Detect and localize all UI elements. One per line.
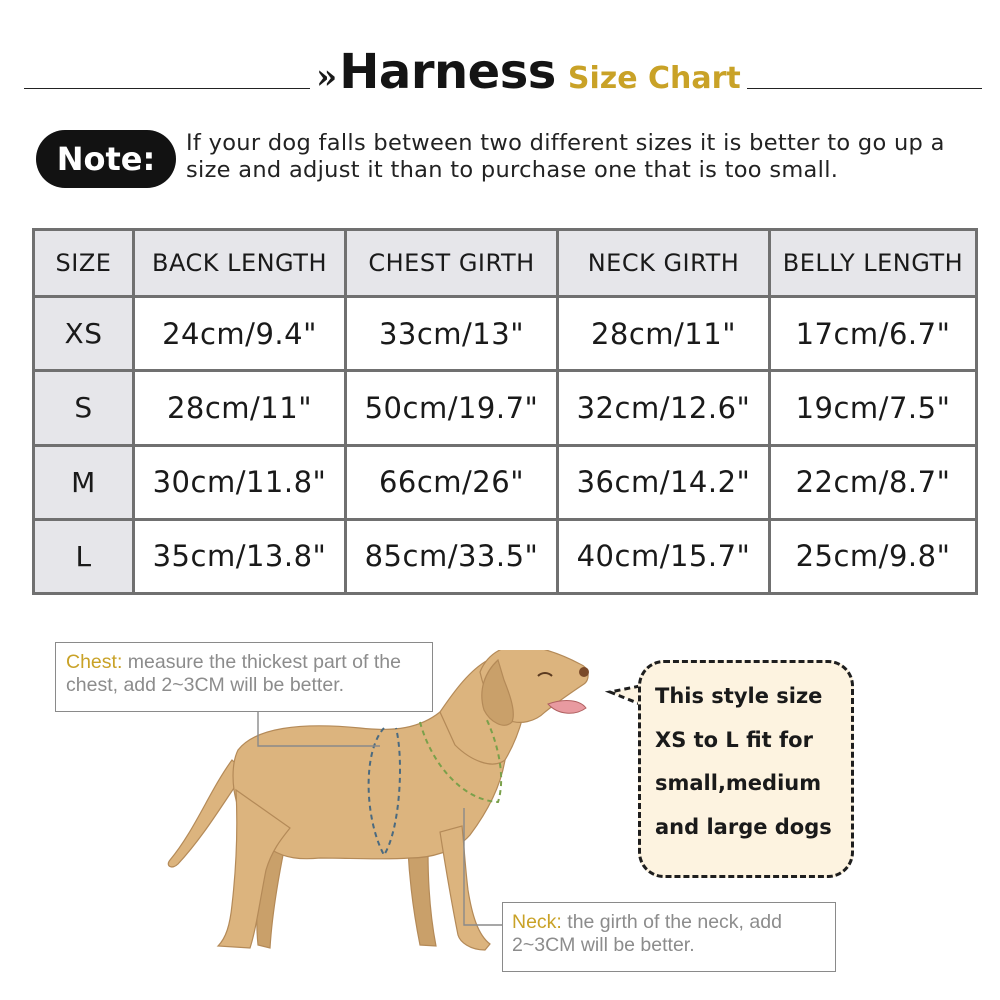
belly-length-cell: 25cm/9.8" <box>770 519 977 593</box>
header-size: SIZE <box>34 230 134 297</box>
chest-girth-cell: 66cm/26" <box>346 445 558 519</box>
size-tip-bubble <box>638 660 854 878</box>
table-header-row <box>34 230 977 297</box>
title-arrows-icon: » <box>316 57 338 97</box>
back-length-cell: 28cm/11" <box>134 371 346 445</box>
note-badge: Note: <box>36 130 176 188</box>
title-main: Harness <box>339 44 556 100</box>
header-chest-girth: CHEST GIRTH <box>346 230 558 297</box>
chest-girth-cell: 50cm/19.7" <box>346 371 558 445</box>
table-row <box>34 297 977 371</box>
back-length-cell: 35cm/13.8" <box>134 519 346 593</box>
belly-length-cell: 19cm/7.5" <box>770 371 977 445</box>
neck-callout-key: Neck: <box>512 911 562 933</box>
belly-length-cell: 22cm/8.7" <box>770 445 977 519</box>
neck-girth-cell: 32cm/12.6" <box>558 371 770 445</box>
size-table <box>32 228 978 595</box>
chest-callout-key: Chest: <box>66 651 123 673</box>
chest-callout <box>55 642 433 712</box>
neck-callout-text: the girth of the neck, add 2~3CM will be better. <box>512 911 782 956</box>
table-row <box>34 445 977 519</box>
note-text: If your dog falls between two different sizes it is better to go up a size and adjust it than to purchase one that is too small. <box>186 130 945 183</box>
header-neck-girth: NECK GIRTH <box>558 230 770 297</box>
back-length-cell: 24cm/9.4" <box>134 297 346 371</box>
back-length-cell: 30cm/11.8" <box>134 445 346 519</box>
tip-line: and large dogs <box>655 814 832 839</box>
size-cell: L <box>34 519 134 593</box>
tip-line: small,medium <box>655 771 822 795</box>
size-cell: S <box>34 371 134 445</box>
table-row <box>34 519 977 593</box>
tip-line: This style size <box>655 684 823 708</box>
neck-girth-cell: 28cm/11" <box>558 297 770 371</box>
header-belly-length: BELLY LENGTH <box>770 230 977 297</box>
size-cell: M <box>34 445 134 519</box>
title-subtitle: Size Chart <box>567 61 741 96</box>
chest-callout-text: measure the thickest part of the chest, add 2~3CM will be better. <box>66 651 401 696</box>
neck-girth-cell: 40cm/15.7" <box>558 519 770 593</box>
belly-length-cell: 17cm/6.7" <box>770 297 977 371</box>
chest-girth-cell: 85cm/33.5" <box>346 519 558 593</box>
page-title <box>310 40 747 100</box>
size-cell: XS <box>34 297 134 371</box>
header-back-length: BACK LENGTH <box>134 230 346 297</box>
neck-girth-cell: 36cm/14.2" <box>558 445 770 519</box>
chest-girth-cell: 33cm/13" <box>346 297 558 371</box>
table-row <box>34 371 977 445</box>
tip-line: XS to L fit for <box>655 727 813 752</box>
neck-callout <box>502 902 836 972</box>
